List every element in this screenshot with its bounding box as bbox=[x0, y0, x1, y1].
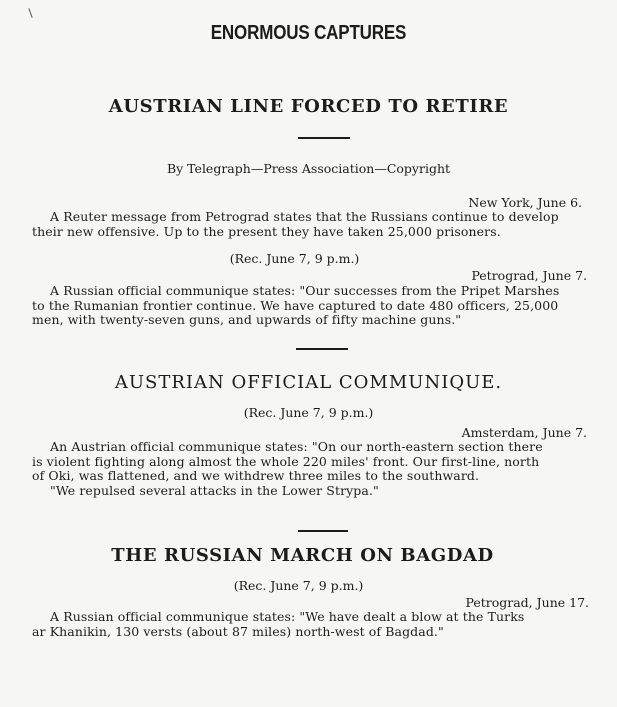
received-time: (Rec. June 7, 9 p.m.) bbox=[233, 578, 364, 593]
dateline: Petrograd, June 17. bbox=[465, 595, 589, 610]
text-line: of Oki, was flattened, and we withdrew three miles to the southward. bbox=[32, 468, 480, 483]
dateline: New York, June 6. bbox=[468, 195, 582, 210]
text-line: their new offensive. Up to the present they have taken 25,000 prisoners. bbox=[32, 223, 501, 239]
dateline: Petrograd, June 7. bbox=[471, 268, 587, 283]
main-headline: ENORMOUS CAPTURES bbox=[210, 22, 407, 44]
margin-mark bbox=[28, 8, 32, 18]
divider-rule bbox=[298, 530, 348, 532]
sub-headline: AUSTRIAN LINE FORCED TO RETIRE bbox=[108, 96, 509, 117]
article-paragraph bbox=[32, 440, 614, 498]
dateline: Amsterdam, June 7. bbox=[461, 425, 587, 440]
divider-rule bbox=[296, 348, 348, 350]
text-line: An Austrian official communique states: "On our north-eastern section there bbox=[50, 439, 543, 454]
divider-rule bbox=[298, 137, 350, 139]
received-time: (Rec. June 7, 9 p.m.) bbox=[229, 251, 360, 266]
section-headline: THE RUSSIAN MARCH ON BAGDAD bbox=[111, 545, 494, 566]
text-line: A Reuter message from Petrograd states that the Russians continue to develop bbox=[50, 209, 559, 224]
text-line: to the Rumanian frontier continue. We have captured to date 480 officers, 25,000 bbox=[32, 297, 559, 313]
text-line: A Russian official communique states: "We have dealt a blow at the Turks bbox=[50, 609, 525, 624]
text-line: A Russian official communique states: "Our successes from the Pripet Marshes bbox=[50, 283, 560, 298]
text-line: ar Khanikin, 130 versts (about 87 miles) north-west of Bagdad." bbox=[32, 623, 444, 639]
received-time: (Rec. June 7, 9 p.m.) bbox=[243, 405, 374, 420]
article-paragraph bbox=[32, 284, 614, 328]
byline: By Telegraph—Press Association—Copyright bbox=[166, 161, 451, 176]
article-paragraph bbox=[32, 610, 614, 639]
text-line: men, with twenty-seven guns, and upwards of fifty machine guns." bbox=[32, 312, 462, 327]
text-line: is violent fighting along almost the whole 220 miles' front. Our first-line, north bbox=[32, 453, 540, 469]
text-line: "We repulsed several attacks in the Lower Strypa." bbox=[50, 482, 379, 498]
section-headline: AUSTRIAN OFFICIAL COMMUNIQUE. bbox=[114, 372, 503, 393]
article-paragraph bbox=[32, 210, 614, 239]
